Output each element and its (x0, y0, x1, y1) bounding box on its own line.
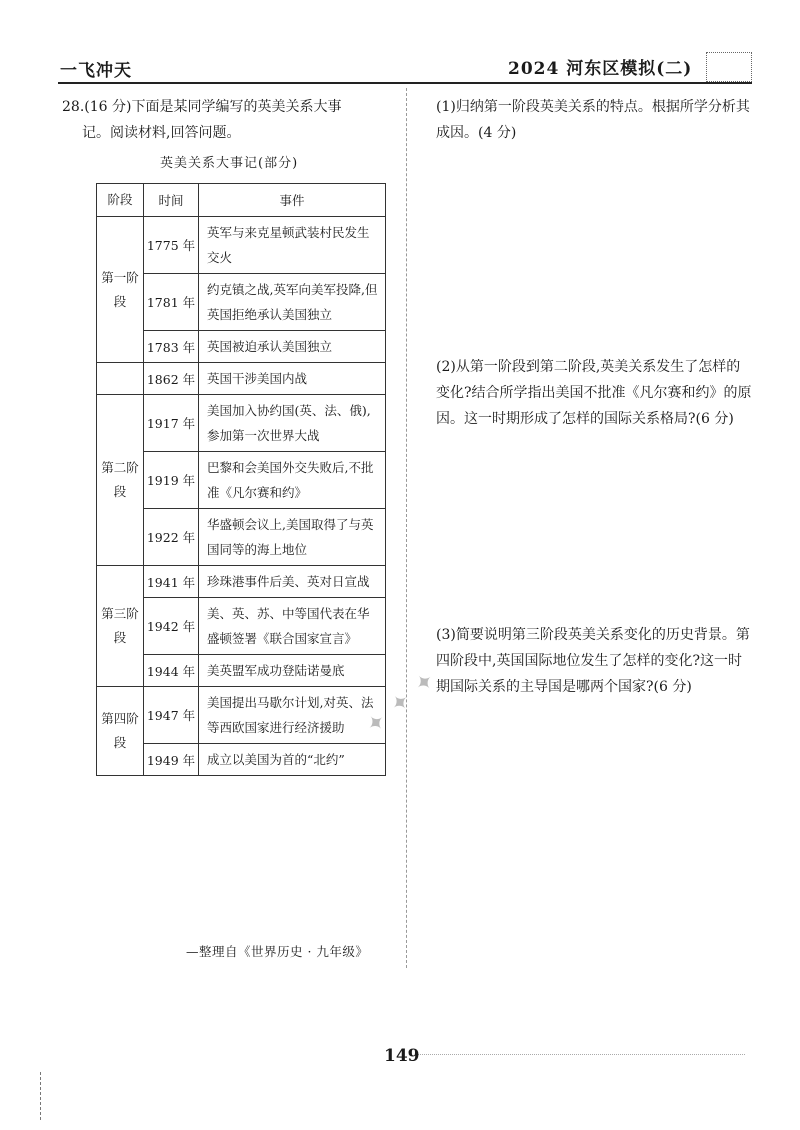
row-event: 约克镇之战,英军向美军投降,但英国拒绝承认美国独立 (199, 274, 386, 331)
column-divider (406, 88, 407, 968)
row-year: 1941 年 (144, 566, 199, 598)
table-row (97, 566, 386, 598)
stage-label: 第二阶段 (97, 395, 144, 566)
question-intro-line1: 28.(16 分)下面是某同学编写的英美关系大事 (62, 99, 342, 115)
watermark-stamp-icon: ✦ ✦ ✦ (361, 665, 443, 740)
sub-question-2: (2)从第一阶段到第二阶段,英美关系发生了怎样的变化?结合所学指出美国不批准《凡尔赛和约》的原因。这一时期形成了怎样的国际关系格局?(6 分) (436, 359, 752, 427)
row-year: 1775 年 (144, 217, 199, 274)
row-event: 成立以美国为首的“北约” (199, 744, 386, 776)
row-event: 巴黎和会美国外交失败后,不批准《凡尔赛和约》 (199, 452, 386, 509)
page-number: 149 (384, 1046, 420, 1066)
row-event: 英国被迫承认美国独立 (199, 331, 386, 363)
row-year: 1949 年 (144, 744, 199, 776)
brand-logo: 一飞冲天 (60, 61, 132, 81)
row-event: 美英盟军成功登陆诺曼底 (199, 655, 386, 687)
row-year: 1862 年 (144, 363, 199, 395)
table-caption: 英美关系大事记(部分) (160, 156, 299, 171)
header-rule (58, 82, 752, 84)
stage-label: 第四阶段 (97, 687, 144, 776)
row-event: 英军与来克星顿武装村民发生交火 (199, 217, 386, 274)
row-year: 1942 年 (144, 598, 199, 655)
row-year: 1917 年 (144, 395, 199, 452)
page-header-title: 2024 河东区模拟(二) (508, 59, 693, 79)
table-row (97, 687, 386, 744)
events-table (96, 183, 386, 776)
row-year: 1781 年 (144, 274, 199, 331)
row-year: 1947 年 (144, 687, 199, 744)
row-year: 1922 年 (144, 509, 199, 566)
column-header-time: 时间 (144, 184, 199, 217)
table-source-note: —整理自《世界历史 · 九年级》 (186, 944, 369, 959)
row-event: 华盛顿会议上,美国取得了与英国同等的海上地位 (199, 509, 386, 566)
sub-question-1: (1)归纳第一阶段英美关系的特点。根据所学分析其成因。(4 分) (436, 99, 750, 141)
corner-stamp-icon (706, 52, 752, 82)
row-event: 珍珠港事件后美、英对日宣战 (199, 566, 386, 598)
question-intro-line2: 记。阅读材料,回答问题。 (82, 125, 241, 141)
table-row (97, 217, 386, 274)
column-header-event: 事件 (199, 184, 386, 217)
table-row (97, 395, 386, 452)
binding-margin-line (40, 1072, 41, 1120)
stage-label: 第一阶段 (97, 217, 144, 363)
row-year: 1919 年 (144, 452, 199, 509)
table-row (97, 363, 386, 395)
column-header-stage: 阶段 (97, 184, 144, 217)
table-header-row (97, 184, 386, 217)
row-event: 美国提出马歇尔计划,对英、法等西欧国家进行经济援助 (199, 687, 386, 744)
sub-question-3: (3)简要说明第三阶段英美关系变化的历史背景。第四阶段中,英国国际地位发生了怎样的变化?这一时期国际关系的主导国是哪两个国家?(6 分) (436, 627, 750, 695)
stage-label: 第三阶段 (97, 566, 144, 687)
row-event: 美国加入协约国(英、法、俄),参加第一次世界大战 (199, 395, 386, 452)
row-event: 美、英、苏、中等国代表在华盛顿签署《联合国家宣言》 (199, 598, 386, 655)
footer-rule (415, 1054, 745, 1055)
row-event: 英国干涉美国内战 (199, 363, 386, 395)
stage-label (97, 363, 144, 395)
row-year: 1783 年 (144, 331, 199, 363)
row-year: 1944 年 (144, 655, 199, 687)
